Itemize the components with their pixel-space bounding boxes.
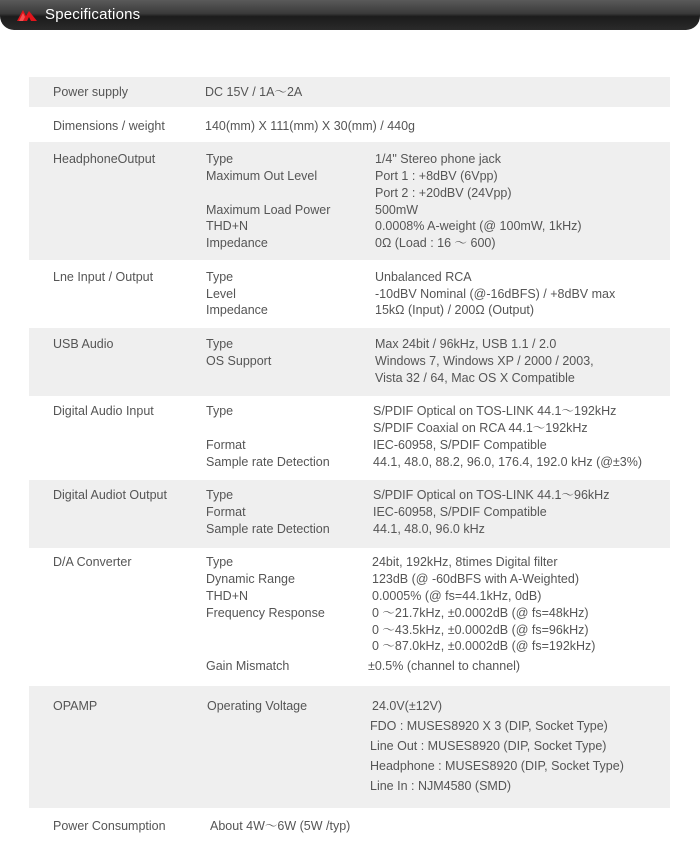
spec-value: 500mW [375, 203, 419, 217]
spec-value: Line Out : MUSES8920 (DIP, Socket Type) [370, 739, 607, 753]
spec-label: USB Audio [53, 337, 114, 351]
spec-value: 24bit, 192kHz, 8times Digital filter [372, 555, 558, 569]
spec-value: Port 2 : +20dBV (24Vpp) [375, 186, 512, 200]
spec-value: Vista 32 / 64, Mac OS X Compatible [375, 371, 575, 385]
spec-sublabel: Type [206, 270, 234, 284]
spec-value: S/PDIF Optical on TOS-LINK 44.1～96kHz [373, 488, 610, 502]
section-title-bar [0, 0, 700, 30]
spec-label: Power supply [53, 85, 129, 99]
spec-value: Max 24bit / 96kHz, USB 1.1 / 2.0 [375, 337, 557, 351]
spec-value: 123dB (@ -60dBFS with A-Weighted) [372, 572, 580, 586]
spec-sublabel: Sample rate Detection [206, 522, 330, 536]
spec-sublabel: Gain Mismatch [206, 659, 290, 673]
spec-value: DC 15V / 1A～2A [205, 85, 303, 99]
spec-sublabel: Operating Voltage [207, 699, 308, 713]
spec-sublabel: Format [206, 438, 246, 452]
spec-value: 0 ～21.7kHz, ±0.0002dB (@ fs=48kHz) [372, 606, 589, 620]
spec-sublabel: THD+N [206, 219, 249, 233]
spec-sublabel: Impedance [206, 236, 268, 250]
spec-value: 44.1, 48.0, 88.2, 96.0, 176.4, 192.0 kHz (@±3%) [373, 455, 643, 469]
spec-label: Lne Input / Output [53, 270, 154, 284]
spec-sublabel: Impedance [206, 303, 268, 317]
spec-sublabel: Maximum Out Level [206, 169, 318, 183]
spec-sublabel: Type [206, 337, 234, 351]
spec-label: HeadphoneOutput [53, 152, 156, 166]
spec-sublabel: Sample rate Detection [206, 455, 330, 469]
spec-value: 15kΩ (Input) / 200Ω (Output) [375, 303, 535, 317]
section-title: Specifications [45, 6, 141, 23]
spec-value: FDO : MUSES8920 X 3 (DIP, Socket Type) [370, 719, 608, 733]
spec-value: S/PDIF Optical on TOS-LINK 44.1～192kHz [373, 404, 617, 418]
spec-value: 0 ～43.5kHz, ±0.0002dB (@ fs=96kHz) [372, 623, 589, 637]
spec-value: S/PDIF Coaxial on RCA 44.1～192kHz [373, 421, 588, 435]
spec-value: Windows 7, Windows XP / 2000 / 2003, [375, 354, 594, 368]
spec-sublabel: OS Support [206, 354, 272, 368]
spec-value: 44.1, 48.0, 96.0 kHz [373, 522, 485, 536]
spec-value: Headphone : MUSES8920 (DIP, Socket Type) [370, 759, 624, 773]
spec-sublabel: Format [206, 505, 246, 519]
spec-value: IEC-60958, S/PDIF Compatible [373, 505, 547, 519]
spec-value: ±0.5% (channel to channel) [368, 659, 521, 673]
spec-sublabel: Maximum Load Power [206, 203, 331, 217]
spec-value: About 4W～6W (5W /typ) [210, 819, 351, 833]
spec-sublabel: Type [206, 555, 234, 569]
spec-value: IEC-60958, S/PDIF Compatible [373, 438, 547, 452]
spec-value: Unbalanced RCA [375, 270, 472, 284]
spec-value: 1/4" Stereo phone jack [375, 152, 502, 166]
spec-sublabel: Type [206, 152, 234, 166]
spec-value: -10dBV Nominal (@-16dBFS) / +8dBV max [375, 287, 616, 301]
spec-sublabel: THD+N [206, 589, 249, 603]
spec-value: Port 1 : +8dBV (6Vpp) [375, 169, 498, 183]
spec-label: D/A Converter [53, 555, 132, 569]
spec-value: 0.0008% A-weight (@ 100mW, 1kHz) [375, 219, 582, 233]
spec-label: Power Consumption [53, 819, 166, 833]
spec-value: 24.0V(±12V) [372, 699, 443, 713]
spec-sublabel: Dynamic Range [206, 572, 295, 586]
spec-sublabel: Frequency Response [206, 606, 325, 620]
spec-sublabel: Type [206, 488, 234, 502]
spec-sublabel: Type [206, 404, 234, 418]
spec-value: 0 ～87.0kHz, ±0.0002dB (@ fs=192kHz) [372, 639, 596, 653]
spec-value: Line In : NJM4580 (SMD) [370, 779, 512, 793]
spec-value: 140(mm) X 111(mm) X 30(mm) / 440g [205, 119, 416, 133]
spec-value: 0.0005% (@ fs=44.1kHz, 0dB) [372, 589, 542, 603]
spec-sublabel: Level [206, 287, 236, 301]
spec-label: Digital Audio Input [53, 404, 154, 418]
spec-label: Digital Audiot Output [53, 488, 167, 502]
spec-label: OPAMP [53, 699, 98, 713]
brand-logo-icon [16, 8, 38, 22]
spec-label: Dimensions / weight [53, 119, 165, 133]
spec-value: 0Ω (Load : 16 ～ 600) [375, 236, 496, 250]
